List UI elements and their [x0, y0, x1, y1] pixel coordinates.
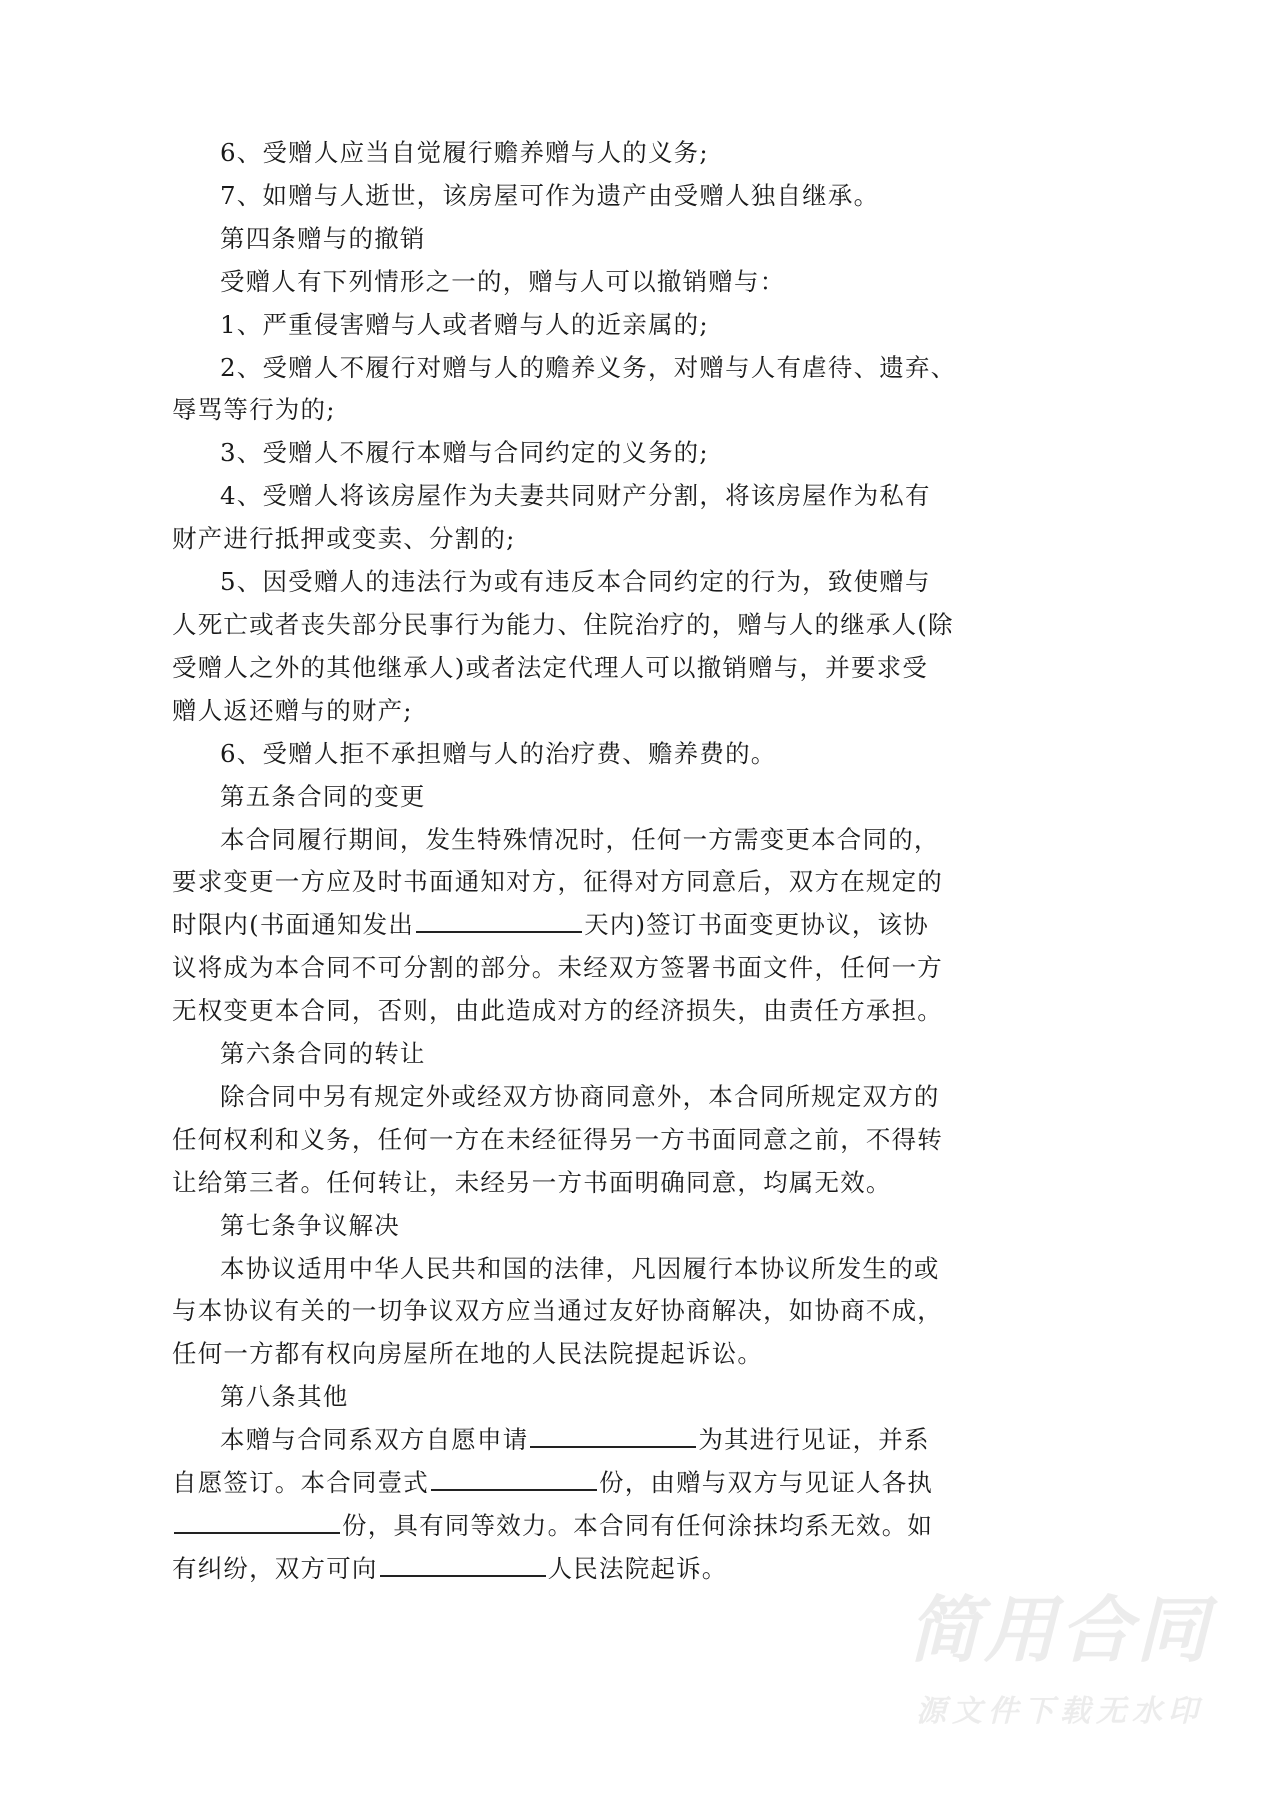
watermark-brand: 简用合同 [907, 1588, 1212, 1672]
section-heading: 第四条赠与的撤销 [220, 223, 426, 253]
fill-in-blank[interactable] [530, 1426, 696, 1448]
fill-in-blank[interactable] [380, 1555, 546, 1577]
text-line [172, 1505, 1102, 1548]
text-line: 2、受赠人不履行对赠与人的赡养义务，对赠与人有虐待、遗弃、 [220, 352, 957, 382]
text-line: 赠人返还赠与的财产; [172, 695, 413, 725]
document-body [172, 132, 1102, 1591]
text-line: 1、严重侵害赠与人或者赠与人的近亲属的; [220, 309, 709, 339]
text-line: 6、受赠人拒不承担赠与人的治疗费、赡养费的。 [220, 738, 777, 768]
text-line [172, 1548, 1102, 1591]
text-line: 无权变更本合同，否则，由此造成对方的经济损失，由责任方承担。 [172, 996, 943, 1026]
text-line: 要求变更一方应及时书面通知对方，征得对方同意后，双方在规定的 [172, 867, 943, 897]
text-line: 本协议适用中华人民共和国的法律，凡因履行本协议所发生的或 [220, 1253, 940, 1283]
fill-in-blank[interactable] [431, 1469, 597, 1491]
text-line: 任何权利和义务，任何一方在未经征得另一方书面同意之前，不得转 [172, 1124, 943, 1154]
text-line: 辱骂等行为的; [172, 395, 336, 425]
text-line: 议将成为本合同不可分割的部分。未经双方签署书面文件，任何一方 [172, 953, 943, 983]
text-line [172, 1419, 1102, 1462]
text-before-blank: 本赠与合同系双方自愿申请 [220, 1425, 529, 1455]
section-heading: 第八条其他 [220, 1382, 349, 1412]
text-after-blank: 天内)签订书面变更协议，该协 [584, 910, 929, 940]
text-before-blank: 自愿签订。本合同壹式 [172, 1468, 429, 1498]
fill-in-blank[interactable] [174, 1512, 340, 1534]
watermark-subtitle: 源文件下载无水印 [916, 1694, 1204, 1729]
text-line: 受赠人之外的其他继承人)或者法定代理人可以撤销赠与，并要求受 [172, 652, 929, 682]
text-line: 5、因受赠人的违法行为或有违反本合同约定的行为，致使赠与 [220, 567, 931, 597]
text-after-blank: 份，具有同等效力。本合同有任何涂抹均系无效。如 [342, 1511, 934, 1540]
text-line: 任何一方都有权向房屋所在地的人民法院提起诉讼。 [172, 1339, 764, 1369]
text-line: 与本协议有关的一切争议双方应当通过友好协商解决，如协商不成， [172, 1296, 943, 1326]
text-line [172, 904, 1102, 947]
text-after-blank: 份，由赠与双方与见证人各执 [599, 1468, 934, 1498]
text-before-blank: 有纠纷，双方可向 [172, 1553, 378, 1583]
section-heading: 第五条合同的变更 [220, 781, 426, 811]
text-line: 人死亡或者丧失部分民事行为能力、住院治疗的，赠与人的继承人(除 [172, 609, 954, 639]
text-after-blank: 为其进行见证，并系 [698, 1425, 930, 1455]
text-line: 6、受赠人应当自觉履行赡养赠与人的义务; [220, 138, 709, 167]
text-line: 受赠人有下列情形之一的，赠与人可以撤销赠与： [220, 266, 786, 296]
watermark [880, 1590, 1240, 1732]
text-before-blank: 时限内(书面通知发出 [172, 910, 415, 940]
text-line: 除合同中另有规定外或经双方协商同意外，本合同所规定双方的 [220, 1081, 940, 1111]
section-heading: 第七条争议解决 [220, 1210, 400, 1240]
text-line: 7、如赠与人逝世，该房屋可作为遗产由受赠人独自继承。 [220, 180, 880, 210]
fill-in-blank[interactable] [416, 911, 582, 933]
text-line: 让给第三者。任何转让，未经另一方书面明确同意，均属无效。 [172, 1167, 892, 1197]
text-line [172, 1462, 1102, 1505]
text-after-blank: 人民法院起诉。 [547, 1553, 728, 1583]
text-line: 财产进行抵押或变卖、分割的; [172, 524, 516, 554]
text-line: 本合同履行期间，发生特殊情况时，任何一方需变更本合同的， [220, 824, 940, 854]
text-line: 3、受赠人不履行本赠与合同约定的义务的; [220, 438, 709, 468]
section-heading: 第六条合同的转让 [220, 1039, 426, 1069]
text-line: 4、受赠人将该房屋作为夫妻共同财产分割，将该房屋作为私有 [220, 481, 931, 511]
